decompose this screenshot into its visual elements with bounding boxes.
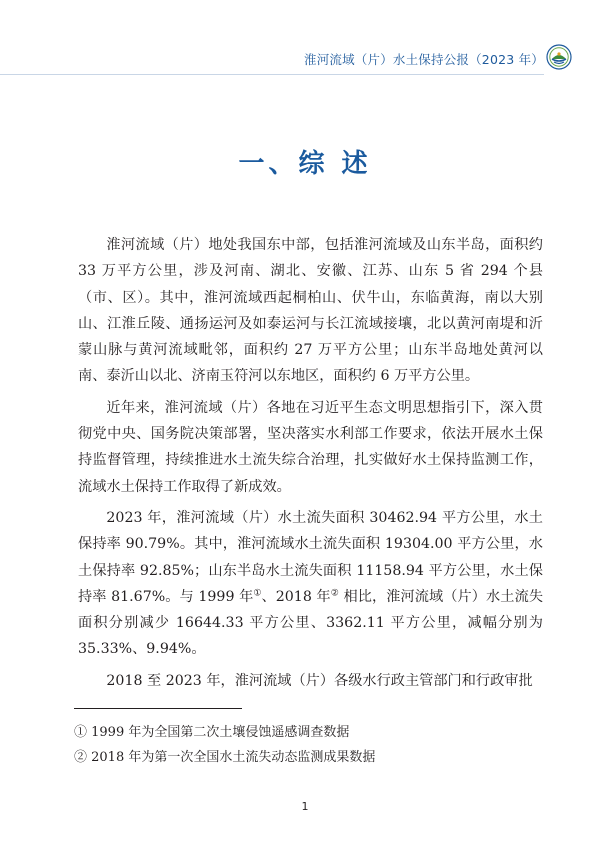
paragraph-overview: 淮河流域（片）地处我国东中部，包括淮河流域及山东半岛，面积约33 万平方公里，涉及河南、湖北、安徽、江苏、山东 5 省 294 个县（市、区）。其中，淮河流域西起桐柏山、伏牛山，东临黄海，南以大别山、江淮丘陵、通扬运河及如泰运河与长江流域接壤，北以黄河南堤和沂蒙山脉与黄河流域毗邻，面积约 27 万平方公里；山东半岛地处黄河以南、泰沂山以北、济南玉符河以东地区，面积约 6 万平方公里。 [78, 237, 543, 385]
page-number: 1 [301, 800, 309, 813]
footnote-divider [74, 708, 242, 709]
paragraph-recent-work: 近年来，淮河流域（片）各地在习近平生态文明思想指引下，深入贯彻党中央、国务院决策部署，坚决落实水利部工作要求，依法开展水土保持监督管理，持续推进水土流失综合治理，扎实做好水土保持监测工作，流域水土保持工作取得了新成效。 [78, 399, 543, 495]
footnote-2: ② 2018 年为第一次全国水土流失动态监测成果数据 [74, 750, 376, 765]
footnote-1: ① 1999 年为全国第二次土壤侵蚀遥感调查数据 [74, 725, 350, 740]
paragraph-text-segment: 2023 年，淮河流域（片）水土流失面积 30462.94 平方公里，水土保持率 90.79%。其中，淮河流域水土流失面积 19304.00 平方公里，水土保持率 92.85%；山东半岛水土流失面积 11158.94 平方公里，水土保持率 81.67%。与 1999 年 [78, 509, 543, 605]
body-text [78, 232, 543, 699]
header-divider [0, 74, 544, 75]
paragraph-text-segment: 相比，淮河流域（片）水土流失面积分别减少 16644.33 平方公里、3362.11 平方公里，减幅分别为 35.33%、9.94%。 [78, 588, 544, 658]
paragraph-erosion-statistics [78, 505, 543, 663]
paragraph-approvals: 2018 至 2023 年，淮河流域（片）各级水行政主管部门和行政审批 [106, 672, 533, 689]
footnotes [74, 720, 375, 770]
report-header-title: 淮河流域（片）水土保持公报（2023 年） [304, 52, 544, 67]
paragraph-text-segment: 、2018 年 [261, 588, 331, 605]
footnote-reference-2[interactable]: ② [330, 588, 339, 599]
footnote-reference-1[interactable]: ① [253, 588, 262, 599]
water-soil-conservation-logo-icon [546, 44, 572, 70]
chapter-title: 一、综 述 [238, 149, 372, 180]
